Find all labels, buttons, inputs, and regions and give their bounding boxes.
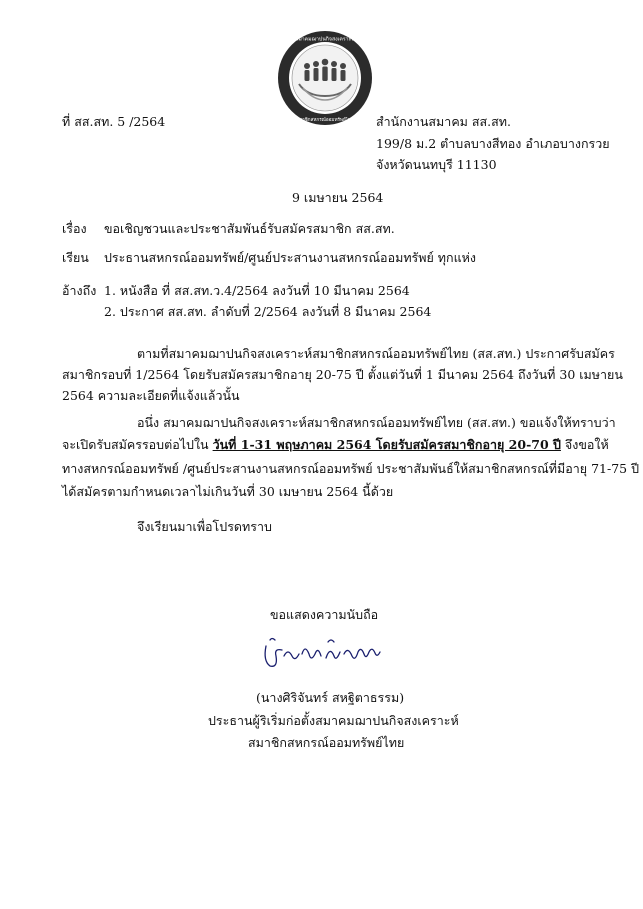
regards-text: ขอแสดงความนับถือ: [270, 607, 379, 622]
paragraph1-line1: ตามที่สมาคมฌาปนกิจสงเคราะห์สมาชิกสหกรณ์ออมทรัพย์ไทย (สส.สท.) ประกาศรับสมัคร: [137, 346, 615, 361]
paragraph1-line2: สมาชิกรอบที่ 1/2564 โดยรับสมัครสมาชิกอายุ 20-75 ปี ตั้งแต่วันที่ 1 มีนาคม 2564 ถึงวันที่ 30 เมษายน: [62, 367, 623, 382]
paragraph2-line2-pre: จะเปิดรับสมัครรอบต่อไปใน: [62, 437, 213, 452]
handwritten-signature: [258, 636, 398, 676]
office-address-line1: 199/8 ม.2 ตำบลบางสีทอง อำเภอบางกรวย: [376, 136, 610, 151]
paragraph2-line2-post: จึงขอให้: [560, 437, 609, 452]
closing-line: จึงเรียนมาเพื่อโปรดทราบ: [137, 519, 272, 534]
office-address-line2: จังหวัดนนทบุรี 11130: [376, 157, 497, 172]
logo-text-top: สมาคมฌาปนกิจสงเคราะห์: [295, 36, 355, 43]
signatory-title-line1: ประธานผู้ริเริ่มก่อตั้งสมาคมฌาปนกิจสงเคราะห์: [208, 713, 459, 728]
reference-item-2: 2. ประกาศ สส.สท. ลำดับที่ 2/2564 ลงวันที่ 8 มีนาคม 2564: [104, 304, 432, 319]
logo-text-bottom: สมาชิกสหกรณ์ออมทรัพย์ไทย: [296, 118, 354, 123]
paragraph1-line3: 2564 ความละเอียดที่แจ้งแล้วนั้น: [62, 388, 240, 403]
association-logo: [277, 30, 373, 126]
paragraph2-line4: ได้สมัครตามกำหนดเวลาไม่เกินวันที่ 30 เมษายน 2564 นี้ด้วย: [62, 484, 394, 499]
subject-label: เรื่อง: [62, 221, 87, 236]
registration-period-highlight: วันที่ 1-31 พฤษภาคม 2564 โดยรับสมัครสมาชิกอายุ 20-70 ปี: [212, 437, 561, 452]
recipient-text: ประธานสหกรณ์ออมทรัพย์/ศูนย์ประสานงานสหกรณ์ออมทรัพย์ ทุกแห่ง: [104, 250, 477, 265]
paragraph2-line3: ทางสหกรณ์ออมทรัพย์ /ศูนย์ประสานงานสหกรณ์ออมทรัพย์ ประชาสัมพันธ์ให้สมาชิกสหกรณ์ที่มีอายุ 71-75 ปี: [62, 461, 640, 476]
recipient-label: เรียน: [62, 250, 89, 265]
office-name: สำนักงานสมาคม สส.สท.: [376, 114, 511, 129]
reference-number: ที่ สส.สท. 5 /2564: [62, 114, 166, 129]
reference-label: อ้างถึง: [62, 283, 97, 298]
subject-text: ขอเชิญชวนและประชาสัมพันธ์รับสมัครสมาชิก สส.สท.: [104, 221, 395, 236]
reference-item-1: 1. หนังสือ ที่ สส.สท.ว.4/2564 ลงวันที่ 10 มีนาคม 2564: [104, 283, 410, 298]
paragraph2-line1: อนึ่ง สมาคมฌาปนกิจสงเคราะห์สมาชิกสหกรณ์ออมทรัพย์ไทย (สส.สท.) ขอแจ้งให้ทราบว่า: [137, 415, 616, 430]
signatory-name: (นางศิริจันทร์ สหฐิตาธรรม): [256, 690, 405, 705]
letter-date: 9 เมษายน 2564: [292, 190, 384, 205]
signatory-title-line2: สมาชิกสหกรณ์ออมทรัพย์ไทย: [248, 735, 405, 750]
paragraph2-line2: [62, 436, 609, 454]
